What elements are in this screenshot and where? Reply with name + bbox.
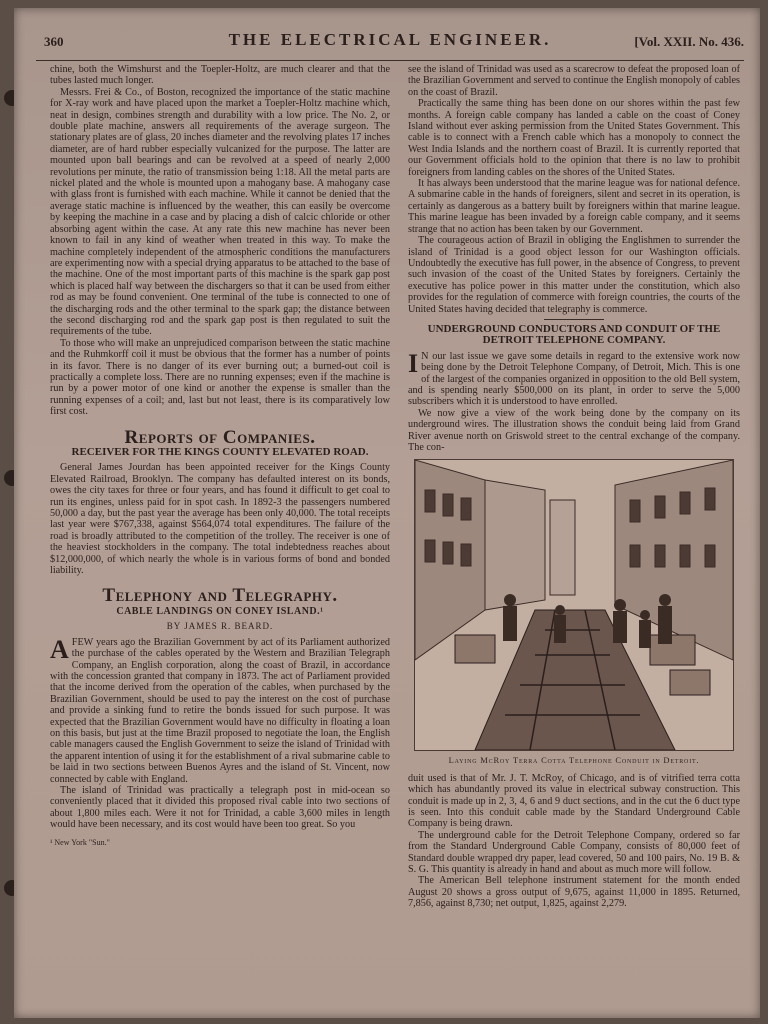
paragraph xyxy=(408,348,740,408)
paragraph: see the island of Trinidad was used as a scarecrow to defeat the proposed loan of the Brazilian Government and served to continue the English monopoly of cables on the coast of Brazil. xyxy=(408,64,740,98)
paragraph: It has always been understood that the marine league was for national defence. A submarine cable in the hands of foreigners, silent and secret in its operation, is certainly as dangerous as a battery built by foreigners within that marine league. This marine league has been invaded by a foreign cable company, and it seems strange that no action has been taken by our Government. xyxy=(408,178,740,235)
header-rule xyxy=(36,60,744,61)
journal-page xyxy=(14,8,760,1018)
paragraph: chine, both the Wimshurst and the Toepler-Holtz, are much clearer and that the tubes lasted much longer. xyxy=(50,64,390,87)
paragraph: We now give a view of the work being done by the company on its underground wires. The illustration shows the conduit being laid from Grand River avenue north on Griswold street to the central exchange of the company. The con- xyxy=(408,407,740,453)
street-scene-drawing xyxy=(415,460,733,750)
paragraph: The underground cable for the Detroit Telephone Company, ordered so far from the Standard Underground Cable Company, consists of 80,000 feet of Standard double wrapped dry paper, lead covered, 50 and 100 pairs, No. 19 B. & S. G. This quantity is already in hand and about as much more will follow. xyxy=(408,829,740,876)
article-heading-receiver: RECEIVER FOR THE KINGS COUNTY ELEVATED ROAD. xyxy=(71,446,369,458)
page-header xyxy=(36,30,744,58)
paragraph-text: N our last issue we gave some details in regard to the extensive work now being done by the Detroit Telephone Company, of Detroit, Mich. This is one of the largest of the companies organized in opposition to the old Bell system, and is spending nearly $500,000 on its plant, in order to serve the 5,000 subscribers which it is understood to have enrolled. xyxy=(408,350,740,408)
footnote: ¹ New York "Sun." xyxy=(50,837,110,847)
page-number: 360 xyxy=(44,34,64,49)
paragraph: To those who will make an unprejudiced comparison between the static machine and the Ruhmkorff coil it must be obvious that the former has a number of points in its favor. There is no danger of its ever burning out; a burned-out coil is practically a complete loss. There are no running expenses; even if the machine is run by a power motor of one kind or another the expense is smaller than the running expenses of a coil; and, last but not least, there is its comparatively low first cost. xyxy=(50,337,390,418)
article-heading-cable: CABLE LANDINGS ON CONEY ISLAND.¹ xyxy=(116,605,324,617)
paragraph xyxy=(50,634,390,785)
paragraph: Messrs. Frei & Co., of Boston, recognized the importance of the static machine for X-ray work and have placed upon the market a Toepler-Holtz machine which, neat in design, combines strength and durability with a low price. The No. 2, or double plate machine, answers all requirements of the average surgeon. The stationary plates are of glass, 20 inches diameter and the revolving plates 17 inches diameter, are of hard rubber especially vulcanized for the purpose. The latter are mounted upon ball bearings and can be revolved at a speed of nearly 2,000 revolutions per minute, the ratio of transmission being 1:18. All the metal parts are nickel plated and the whole is mounted upon a mahogany base. A mahogany case with glass front is furnished with each machine. While it cannot be denied that the average static machine is influenced by the weather, this can easily be overcome by keeping the machine in a case and by placing a dish of calcic chloride or other absorbing agent within the case. At any rate this new machine has never been known to fail in any kind of weather when treated in this way. To make the machine completely independent of the atmospheric conditions the manufacturers are experimenting now with a special drying apparatus to be attached to the base of the machine. One of the most important parts of this machine is the spark gap post which is placed half way between the dischargers so that it can be used from either rod as may be found convenient. One terminal of the tube is connected to one of the discharging rods and the other terminal to the spark gap; the distance between the second discharging rod and the spark gap post is then regulated to suit the requirements of the tube. xyxy=(50,86,390,338)
right-column xyxy=(408,64,740,910)
journal-title: THE ELECTRICAL ENGINEER. xyxy=(228,30,552,49)
paragraph: The American Bell telephone instrument statement for the month ended August 20 shows a gross output of 9,675, against 11,000 in 1895. Returned, 7,856, against 8,730; net output, 1,825, against 2,279. xyxy=(408,875,740,910)
byline: BY JAMES R. BEARD. xyxy=(166,621,274,632)
article-heading-detroit: UNDERGROUND CONDUCTORS AND CONDUIT OF THE DETROIT TELEPHONE COMPANY. xyxy=(427,322,721,347)
conduit-illustration xyxy=(414,459,734,751)
paragraph: The island of Trinidad was practically a telegraph post in mid-ocean so conveniently placed that it divided this proposed rival cable into two sections of about 1,800 miles each. Were it not for Trinidad, a cable 3,600 miles in length would have been necessary, and its cost would have been too great. So you xyxy=(50,784,390,831)
section-heading-reports: Reports of Companies. xyxy=(124,426,316,448)
paragraph: General James Jourdan has been appointed receiver for the Kings County Elevated Railroad, Brooklyn. The company has defaulted interest on its bonds, owes the city taxes for three or four years, and has found it difficult to get coal to run its engines, unless paid for in spot cash. In 1892-3 the passengers numbered 50,000 a day, but the past year the average has been only 40,000. The total receipts last year were $767,338, against $564,074 total expenditures. The failure of the road is broadly attributed to the competition of the trolley. The receiver is one of the heaviest stockholders in the company. The total indebtedness reaches about $12,000,000, of which nearly the whole is in various forms of bond and bonded liability. xyxy=(50,462,390,577)
section-heading-telephony: Telephony and Telegraphy. xyxy=(102,585,338,607)
drop-cap: A xyxy=(50,634,69,664)
paragraph: duit used is that of Mr. J. T. McRoy, of Chicago, and is of vitrified terra cotta which has abundantly proved its value in electrical subway construction. This conduit is made up in 2, 3, 4, 6 and 9 duct sections, and in the cut the 6 duct type is seen. Into this conduit cable made by the Standard Underground Cable Company is being drawn. xyxy=(408,772,740,830)
drop-cap: I xyxy=(408,348,419,378)
paragraph: The courageous action of Brazil in obliging the Englishmen to surrender the island of Trinidad is a good object lesson for our Washington officials. Undoubtedly the executive has full power, in the absence of Congress, to prevent such invasion of the coast of the United States by foreigners. Certainly the executive has police power in this matter under the constitution, which also provides for the regulation of commerce with foreign countries, the courts of the United States having decided that telegraphy is commerce. xyxy=(408,235,740,315)
paragraph: Practically the same thing has been done on our shores within the past few months. A foreign cable company has landed a cable on the coast of Coney Island without ever asking permission from the United States Government. This cable is to connect with a French cable which has a monopoly to connect the West India Islands and the northern coast of Brazil. It is currently reported that our Government officials hold to the opinion that there is no law to prohibit foreigners from landing cables on the shores of the United States. xyxy=(408,98,740,178)
figure-caption: Laying McRoy Terra Cotta Telephone Conduit in Detroit. xyxy=(448,755,700,766)
volume-number: [Vol. XXII. No. 436. xyxy=(634,34,744,49)
paragraph-text: FEW years ago the Brazilian Government by act of its Parliament authorized the purchase of the cables operated by the Western and Brazilian Telegraph Company, an English corporation, along the coast of Brazil, in accordance with the concession granted that company in 1873. The act of Parliament provided that the income derived from the operation of the cables, when purchased by the Brazilian Government, should be used to pay the interest on the cost of purchase and provide a sinking fund to retire the bonds issued for such purpose. It was expected that the Brazilian Government would have no difficulty in floating a loan on this basis, but just at the time Brazil proposed to negotiate the loan, the English cable managers caused the English Government to seize the island of Trinidad with the apparent intention of using it for the establishment of a rival submarine cable to be laid in two sections between Buenos Ayres and the island of St. Vincent, now connected by cable with England. xyxy=(50,636,390,785)
article-rule xyxy=(544,319,604,320)
left-column xyxy=(50,64,390,848)
